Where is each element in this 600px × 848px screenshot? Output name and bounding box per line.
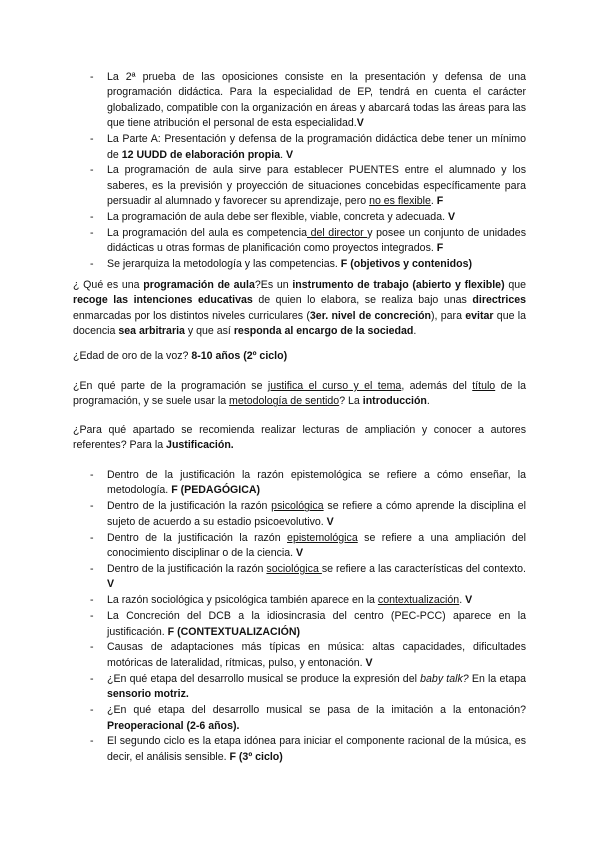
text-run: ¿Edad de oro de la voz? <box>73 350 192 362</box>
bold-text: V <box>296 547 304 560</box>
list-item: - Dentro de la justificación la razón psicológica se refiere a cómo aprende la disciplina el sujeto de acuerdo a su estadio psicoevolutivo. V <box>90 500 526 528</box>
text-run: Dentro de la justificación la razón <box>107 500 272 513</box>
underlined-text: contextualización <box>377 594 460 607</box>
list-item: - Dentro de la justificación la razón epistemológica se refiere a una ampliación del conocimiento disciplinar o de la ciencia. V <box>90 531 526 560</box>
bold-text: responda al encargo de la sociedad <box>233 325 414 338</box>
text-run: y posee un conjunto de unidades didácticas u otras formas de planificación como proyectos integrados. <box>107 227 527 255</box>
list-item: - La programación de aula sirve para establecer PUENTES entre el alumnado y los saberes, es la previsión y proyección de situaciones concebidas específicamente para persuadir al alumnado y favorecer su aprendizaje, pero no es flexible. F <box>90 164 526 208</box>
bold-text: programación de aula <box>143 279 255 291</box>
text-run: . <box>426 395 430 408</box>
bold-text: V <box>465 594 473 607</box>
bold-text: evitar <box>465 309 494 322</box>
underlined-text: del director <box>306 227 368 240</box>
bold-text: Preoperacional (2-6 años). <box>107 719 240 732</box>
bold-text: 8-10 años (2º ciclo) <box>191 350 288 362</box>
text-run: Causas de adaptaciones más típicas en música: altas capacidades, dificultades motóricas de lateralidad, rítmicas, pulso, y entonación. <box>107 641 526 669</box>
list-item: - ¿En qué etapa del desarrollo musical se produce la expresión del baby talk? En la etapa sensorio motriz. <box>90 672 526 701</box>
text-run: ? La <box>339 395 363 408</box>
paragraph-programacion-de-aula <box>73 278 526 340</box>
underlined-text: sociológica <box>266 562 322 575</box>
bold-text: sensorio motriz. <box>107 688 189 701</box>
text-run: El segundo ciclo es la etapa idónea para iniciar el componente racional de la música, es decir, el análisis sensible. <box>107 735 526 763</box>
list-item: - Dentro de la justificación la razón epistemológica se refiere a cómo enseñar, la metodología. F (PEDAGÓGICA) <box>90 469 526 497</box>
text-run: Dentro de la justificación la razón <box>107 562 267 575</box>
bold-text: V <box>107 578 115 591</box>
bold-text: V <box>326 515 334 528</box>
text-run: La 2ª prueba de las oposiciones consiste en la presentación y defensa de una programación didáctica. Para la especialidad de EP, tendrá en cuenta el carácter globalizado, compatible con la organización en áreas y abarcará todas las áreas para las que tiene atribución el personal de esta especialidad. <box>107 71 526 130</box>
paragraph-justificacion <box>73 423 526 454</box>
text-run: ¿En qué etapa del desarrollo musical se pasa de la imitación a la entonación? <box>107 704 526 717</box>
text-run: La razón sociológica y psicológica también aparece en la <box>107 594 378 607</box>
bold-text: directrices <box>472 294 526 307</box>
text-run: se refiere a las características del contexto. <box>321 562 527 575</box>
bold-text: F <box>436 195 444 208</box>
text-run: La Concreción del DCB a la idiosincrasia del centro (PEC-PCC) aparece en la justificación. <box>107 610 526 638</box>
bold-text: sea arbitraria <box>118 325 185 338</box>
list-item: - Dentro de la justificación la razón sociológica se refiere a las características del contexto. V <box>90 562 527 591</box>
bold-text: recoge las intenciones educativas <box>73 294 253 307</box>
text-run: que <box>504 279 527 291</box>
text-run: ¿Para qué apartado se recomienda realizar lecturas de ampliación y conocer a autores referentes? Para la <box>73 424 526 452</box>
bold-text: V <box>447 211 456 224</box>
text-run: . <box>413 325 417 338</box>
text-run: , además del <box>401 380 473 392</box>
list-item: - La 2ª prueba de las oposiciones consiste en la presentación y defensa de una programación didáctica. Para la especialidad de EP, tendrá en cuenta el carácter globalizado, compatible con la organización en áreas y abarcará todas las áreas para las que tiene atribución el personal de esta especialidad.V <box>90 71 526 130</box>
list-item: - La programación del aula es competencia del director y posee un conjunto de unidades didácticas u otras formas de planificación como proyectos integrados. F <box>90 227 527 255</box>
text-run: de la programación, y se suele usar la <box>73 380 526 408</box>
bold-text: 12 UUDD de elaboración propia <box>121 148 281 161</box>
text-run: La Parte A: Presentación y defensa de la programación didáctica debe tener un mínimo de <box>107 133 526 161</box>
text-run: y que así <box>184 325 234 338</box>
bold-text: F <box>436 242 444 255</box>
list-item: - Se jerarquiza la metodología y las competencias. F (objetivos y contenidos) <box>90 258 473 271</box>
bold-text: introducción <box>362 395 427 408</box>
text-run: enmarcadas por los distintos niveles curriculares ( <box>73 309 310 322</box>
list-item: - El segundo ciclo es la etapa idónea para iniciar el componente racional de la música, es decir, el análisis sensible. F (3º ciclo) <box>90 735 526 763</box>
text-run: . <box>280 148 286 161</box>
text-run: Dentro de la justificación la razón <box>107 531 288 544</box>
bold-text: F (PEDAGÓGICA) <box>171 484 261 497</box>
underlined-text: título <box>472 380 496 392</box>
list-item: - La programación de aula debe ser flexible, viable, concreta y adecuada. V <box>90 211 456 224</box>
list-item: - ¿En qué etapa del desarrollo musical se pasa de la imitación a la entonación? Preoperacional (2-6 años). <box>90 704 526 732</box>
text-run: se refiere a una ampliación del conocimiento disciplinar o de la ciencia. <box>107 531 526 560</box>
bold-text: F (objetivos y contenidos) <box>340 258 473 271</box>
underlined-text: justifica el curso y el tema <box>267 380 402 392</box>
bold-text: instrumento de trabajo (abierto y flexible) <box>292 279 505 291</box>
bold-text: V <box>356 117 364 130</box>
bold-text: V <box>365 656 373 669</box>
bold-text: Justificación. <box>166 439 234 452</box>
true-false-list-1 <box>90 70 526 273</box>
paragraph-introduccion <box>73 379 526 410</box>
italic-text: baby talk? <box>420 672 469 685</box>
text-run: que la docencia <box>73 309 526 338</box>
paragraph-edad-de-oro <box>73 349 526 364</box>
underlined-text: metodología de sentido <box>229 395 340 408</box>
bold-text: 3er. nivel de concreción <box>309 309 432 322</box>
bold-text: V <box>285 148 294 161</box>
list-item: - Causas de adaptaciones más típicas en música: altas capacidades, dificultades motóricas de lateralidad, rítmicas, pulso, y entonación. V <box>90 641 526 669</box>
text-run: ¿En qué etapa del desarrollo musical se produce la expresión del <box>107 672 421 685</box>
text-run: La programación del aula es competencia <box>107 227 307 240</box>
list-item: - La Parte A: Presentación y defensa de la programación didáctica debe tener un mínimo de 12 UUDD de elaboración propia. V <box>90 133 526 161</box>
text-run: . <box>430 195 437 208</box>
text-run: Dentro de la justificación la razón epistemológica se refiere a cómo enseñar, la metodología. <box>107 469 526 497</box>
text-run: Se jerarquiza la metodología y las competencias. <box>107 258 341 271</box>
text-run: ), para <box>431 309 466 322</box>
text-run: La programación de aula sirve para establecer PUENTES entre el alumnado y los saberes, es la previsión y proyección de situaciones concebidas específicamente para persuadir al alumnado y favorecer su aprendizaje, pero <box>107 164 526 208</box>
text-run: . <box>459 594 466 607</box>
text-run: ¿En qué parte de la programación se <box>73 380 268 392</box>
text-run: ?Es un <box>254 279 293 291</box>
underlined-text: psicológica <box>271 500 324 513</box>
underlined-text: epistemológica <box>287 531 358 544</box>
text-run: de quien lo elabora, se realiza bajo unas <box>252 294 473 307</box>
bold-text: F (CONTEXTUALIZACIÓN) <box>167 625 301 638</box>
list-item: - La Concreción del DCB a la idiosincrasia del centro (PEC-PCC) aparece en la justificación. F (CONTEXTUALIZACIÓN) <box>90 610 526 638</box>
text-run: La programación de aula debe ser flexible, viable, concreta y adecuada. <box>107 211 448 224</box>
bold-text: F (3º ciclo) <box>229 750 283 763</box>
underlined-text: no es flexible <box>369 195 431 208</box>
list-item: - La razón sociológica y psicológica también aparece en la contextualización. V <box>90 594 473 607</box>
true-false-list-2 <box>90 468 526 766</box>
text-run: ¿ Qué es una <box>73 279 144 291</box>
text-run: se refiere a cómo aprende la disciplina el sujeto de acuerdo a su estadio psicoevolutivo. <box>107 500 526 528</box>
text-run: En la etapa <box>468 672 526 685</box>
